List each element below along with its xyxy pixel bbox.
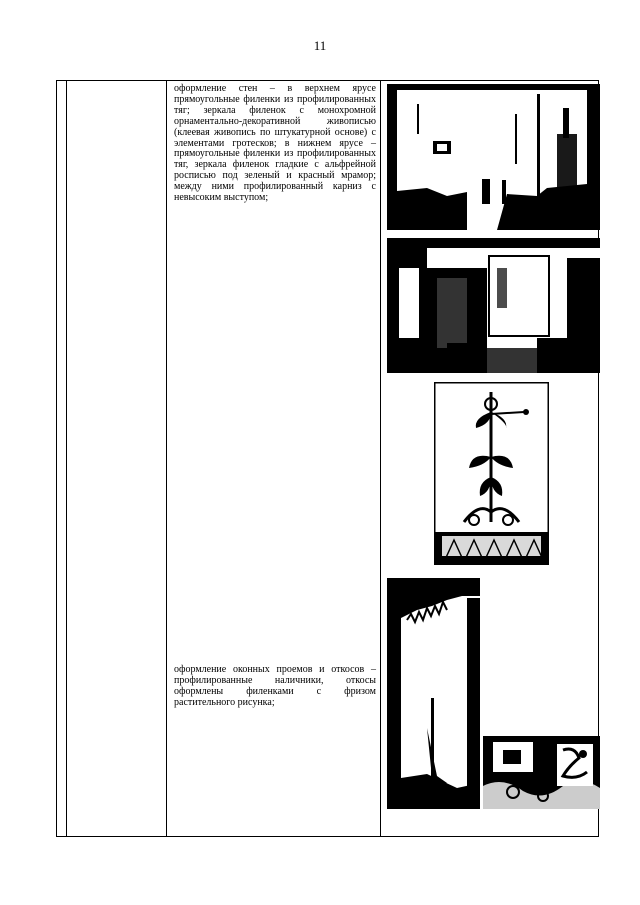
wall-panels-photo <box>387 84 600 230</box>
column-divider <box>380 81 381 836</box>
windows-description: оформление оконных проемов и откосов – профилированные наличники, откосы оформлены филенками с фризом растительного рисунка; <box>174 664 376 708</box>
page-number: 11 <box>313 38 327 53</box>
room-interior-photo <box>387 238 600 373</box>
ornament-panel-photo <box>434 382 549 565</box>
column-divider <box>66 81 67 836</box>
column-divider <box>166 81 167 836</box>
frieze-detail-photo <box>483 736 600 809</box>
walls-description: оформление стен – в верхнем ярусе прямоугольные филенки из профилированных тяг; зеркала филенок с монохромной орнаментально-декоративной живописью (клеевая живопись по штукатурной основе) с элементами гротесков; в нижнем ярусе – прямоугольные филенки из профилированных тяг, зеркала филенок гладкие с альфрейной росписью под зеленый и красный мрамор; между ними профилированный карниз с невысоким выступом; <box>174 83 376 204</box>
monument-table <box>56 80 599 837</box>
window-slope-photo <box>387 578 480 809</box>
